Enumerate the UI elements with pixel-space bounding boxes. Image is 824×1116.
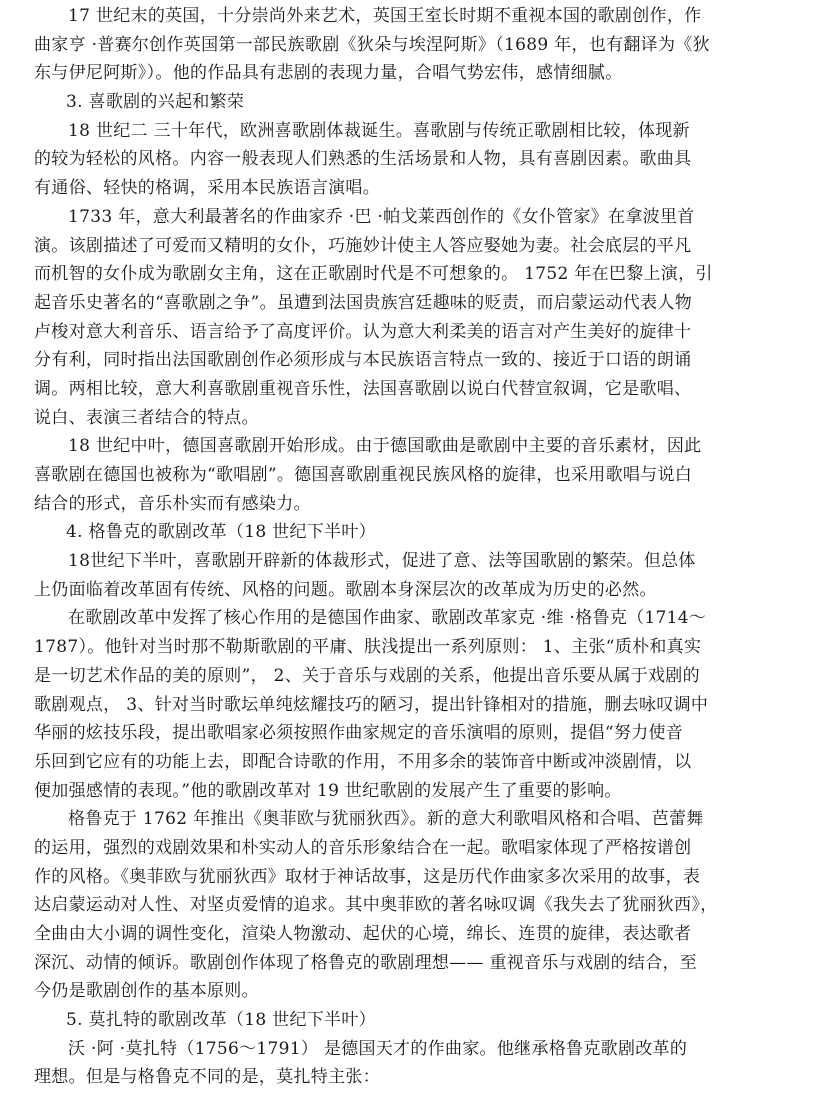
paragraph-line: 的较为轻松的风格。内容一般表现人们熟悉的生活场景和人物，具有喜剧因素。歌曲具: [34, 149, 692, 170]
paragraph-line: 18 世纪中叶，德国喜歌剧开始形成。由于德国歌曲是歌剧中主要的音乐素材，因此: [68, 436, 702, 457]
paragraph-line: 曲家亨 ·普赛尔创作英国第一部民族歌剧《狄朵与埃涅阿斯》（1689 年，也有翻译为《狄: [34, 34, 710, 55]
paragraph-line: 格鲁克于 1762 年推出《奥菲欧与犹丽狄西》。新的意大利歌唱风格和合唱、芭蕾舞: [68, 809, 704, 830]
section-heading-5: 5. 莫扎特的歌剧改革（18 世纪下半叶）: [66, 1010, 376, 1031]
paragraph-line: 是一切艺术作品的美的原则”， 2、关于音乐与戏剧的关系，他提出音乐要从属于戏剧的: [34, 665, 700, 686]
paragraph-line: 今仍是歌剧创作的基本原则。: [34, 981, 259, 1002]
paragraph-line: 18世纪下半叶，喜歌剧开辟新的体裁形式，促进了意、法等国歌剧的繁荣。但总体: [68, 551, 696, 572]
paragraph-line: 华丽的炫技乐段，提出歌唱家必须按照作曲家规定的音乐演唱的原则，提倡“努力使音: [34, 723, 684, 744]
paragraph-line: 结合的形式，音乐朴实而有感染力。: [34, 493, 311, 514]
paragraph-line: 演。该剧描述了可爱而又精明的女仆，巧施妙计使主人答应娶她为妻。社会底层的平凡: [34, 235, 692, 256]
paragraph-line: 分有利，同时指出法国歌剧创作必须形成与本民族语言特点一致的、接近于口语的朗诵: [34, 350, 692, 371]
section-heading-4: 4. 格鲁克的歌剧改革（18 世纪下半叶）: [66, 522, 376, 543]
paragraph-line: 东与伊尼阿斯》）。他的作品具有悲剧的表现力量，合唱气势宏伟，感情细腻。: [34, 63, 623, 84]
paragraph-line: 1733 年，意大利最著名的作曲家乔 ·巴 ·帕戈莱西创作的《女仆管家》在拿波里首: [68, 206, 695, 227]
paragraph-line: 理想。但是与格鲁克不同的是，莫扎特主张：: [34, 1067, 380, 1088]
paragraph-line: 17 世纪末的英国，十分崇尚外来艺术，英国王室长时期不重视本国的歌剧创作，作: [68, 6, 702, 26]
paragraph-line: 1787）。他针对当时那不勒斯歌剧的平庸、肤浅提出一系列原则： 1、主张“质朴和真实: [34, 637, 702, 658]
paragraph-line: 作的风格。《奥菲欧与犹丽狄西》取材于神话故事，这是历代作曲家多次采用的故事，表: [34, 866, 701, 887]
paragraph-line: 而机智的女仆成为歌剧女主角，这在正歌剧时代是不可想象的。 1752 年在巴黎上演，引: [34, 264, 713, 285]
paragraph-line: 卢梭对意大利音乐、语言给予了高度评价。认为意大利柔美的语言对产生美好的旋律十: [34, 321, 692, 342]
paragraph-line: 全曲由大小调的调性变化，渲染人物激动、起伏的心境，绵长、连贯的旋律，表达歌者: [34, 924, 692, 944]
paragraph-line: 说白、表演三者结合的特点。: [34, 407, 259, 428]
paragraph-line: 的运用，强烈的戏剧效果和朴实动人的音乐形象结合在一起。歌唱家体现了严格按谱创: [34, 837, 692, 858]
paragraph-line: 乐回到它应有的功能上去，即配合诗歌的作用，不用多余的装饰音中断或冲淡剧情，以: [34, 751, 692, 772]
paragraph-line: 深沉、动情的倾诉。歌剧创作体现了格鲁克的歌剧理想—— 重视音乐与戏剧的结合，至: [34, 952, 698, 973]
paragraph-line: 歌剧观点， 3、针对当时歌坛单纯炫耀技巧的陋习，提出针锋相对的措施，删去咏叹调中: [34, 694, 709, 715]
paragraph-line: 沃 ·阿 ·莫扎特（1756～1791） 是德国天才的作曲家。他继承格鲁克歌剧改革的: [68, 1038, 688, 1059]
paragraph-line: 18 世纪二 三十年代，欧洲喜歌剧体裁诞生。喜歌剧与传统正歌剧相比较，体现新: [68, 120, 690, 141]
paragraph-line: 调。两相比较，意大利喜歌剧重视音乐性，法国喜歌剧以说白代替宣叙调，它是歌唱、: [34, 378, 692, 399]
section-heading-3: 3. 喜歌剧的兴起和繁荣: [66, 92, 245, 113]
paragraph-line: 上仍面临着改革固有传统、风格的问题。歌剧本身深层次的改革成为历史的必然。: [34, 579, 657, 600]
paragraph-line: 达启蒙运动对人性、对坚贞爱情的追求。其中奥菲欧的著名咏叹调《我失去了犹丽狄西》，: [34, 895, 718, 916]
paragraph-line: 有通俗、轻快的格调，采用本民族语言演唱。: [34, 178, 380, 199]
paragraph-line: 在歌剧改革中发挥了核心作用的是德国作曲家、歌剧改革家克 ·维 ·格鲁克（1714～: [68, 608, 707, 629]
paragraph-line: 喜歌剧在德国也被称为“歌唱剧”。德国喜歌剧重视民族风格的旋律，也采用歌唱与说白: [34, 465, 693, 485]
paragraph-line: 便加强感情的表现。”他的歌剧改革对 19 世纪歌剧的发展产生了重要的影响。: [34, 780, 622, 801]
paragraph-line: 起音乐史著名的“喜歌剧之争”。虽遭到法国贵族宫廷趣味的贬责，而启蒙运动代表人物: [34, 292, 693, 313]
